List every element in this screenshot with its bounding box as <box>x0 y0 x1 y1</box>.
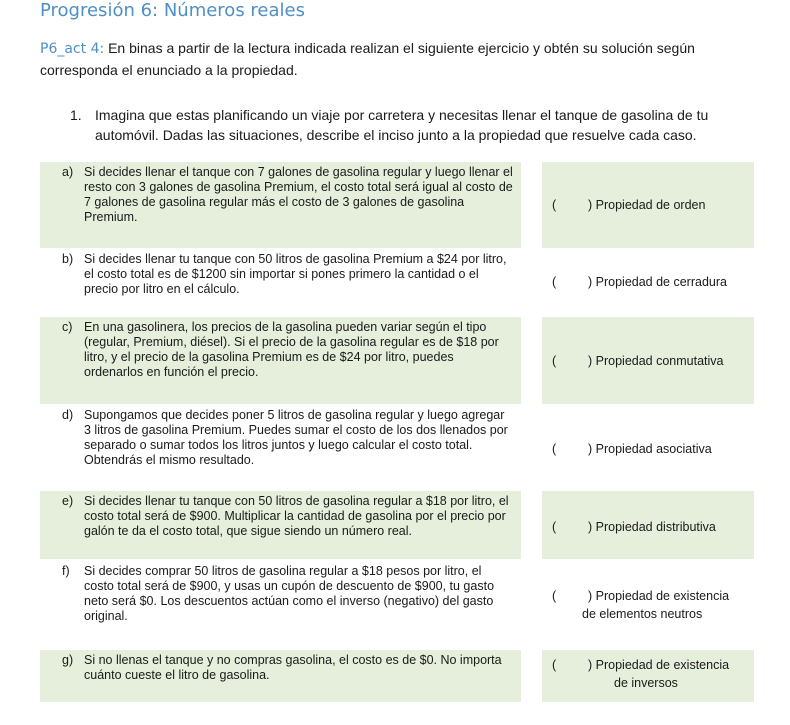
situation-letter: c) <box>62 320 73 334</box>
situation-cell <box>40 162 521 248</box>
page-title: Progresión 6: Números reales <box>40 0 305 21</box>
answer-paren: ( <box>552 442 557 456</box>
situation-cell <box>40 561 521 636</box>
property-label-continued: de inversos <box>614 676 678 690</box>
table-row <box>40 561 754 636</box>
table-row <box>40 650 754 702</box>
answer-paren: ( <box>552 354 557 368</box>
situation-text: Si decides llenar tu tanque con 50 litros de gasolina Premium a $24 por litro, el costo total es de $1200 sin importar si pones primero la cantidad o el precio por litro en el cálculo. <box>84 252 507 296</box>
answer-paren: ( <box>552 658 557 672</box>
situation-cell <box>40 317 521 404</box>
answer-paren: ( <box>552 520 557 534</box>
answer-paren: ( <box>552 275 557 289</box>
property-label: ) Propiedad conmutativa <box>588 354 724 368</box>
property-cell[interactable] <box>542 561 754 636</box>
property-cell[interactable] <box>542 162 754 248</box>
situation-letter: a) <box>62 165 74 179</box>
activity-instructions <box>40 38 760 81</box>
property-label: ) Propiedad distributiva <box>588 520 716 534</box>
table-row <box>40 405 754 490</box>
answer-paren: ( <box>552 198 557 212</box>
table-row <box>40 249 754 316</box>
situation-text: Si decides comprar 50 litros de gasolina regular a $18 pesos por litro, el costo total será de $900, y usas un cupón de descuento de $900, tu gasto neto será $0. Los descuentos actúan como el inverso (negativo) del gasto original. <box>84 564 495 623</box>
answer-paren: ( <box>552 589 557 603</box>
activity-code: P6_act 4: <box>40 41 105 57</box>
situation-text: Supongamos que decides poner 5 litros de gasolina regular y luego agregar 3 litros de gasolina Premium. Puedes sumar el costo de los dos llenados por separado o sumar todos los litros juntos y luego calcular el costo total. Obtendrás el mismo resultado. <box>84 408 508 467</box>
situation-letter: d) <box>62 408 74 422</box>
property-label-continued: de elementos neutros <box>582 607 703 621</box>
property-cell[interactable] <box>542 650 754 702</box>
table-row <box>40 491 754 559</box>
property-label: ) Propiedad asociativa <box>588 442 712 456</box>
situation-text: Si no llenas el tanque y no compras gasolina, el costo es de $0. No importa cuánto cueste el litro de gasolina. <box>84 653 502 682</box>
situation-text: En una gasolinera, los precios de la gasolina pueden variar según el tipo (regular, Premium, diésel). Si el precio de la gasolina regular es de $18 por litro, y el precio de la gasolina Premium es de $24 por litro, puedes ordenarlos en función el precio. <box>84 320 499 379</box>
property-cell[interactable] <box>542 405 754 490</box>
table-row <box>40 317 754 404</box>
situation-letter: b) <box>62 252 74 266</box>
situation-text: Si decides llenar el tanque con 7 galones de gasolina regular y luego llenar el resto con 3 galones de gasolina Premium, el costo total será igual al costo de 7 galones de gasolina regular más el costo de 3 galones de gasolina Premium. <box>84 165 513 224</box>
situation-cell <box>40 249 521 316</box>
activity-text: En binas a partir de la lectura indicada realizan el siguiente ejercicio y obtén su solución según corresponda el enunciado a la propiedad. <box>40 40 695 78</box>
property-cell[interactable] <box>542 249 754 316</box>
property-label: ) Propiedad de existencia <box>588 589 730 603</box>
property-cell[interactable] <box>542 491 754 559</box>
property-label: ) Propiedad de cerradura <box>588 275 727 289</box>
property-label: ) Propiedad de existencia <box>588 658 730 672</box>
question-text: Imagina que estas planificando un viaje por carretera y necesitas llenar el tanque de gasolina de tu automóvil. Dadas las situaciones, describe el inciso junto a la propiedad que resuelve cada caso. <box>95 107 709 143</box>
question-1 <box>70 105 760 145</box>
property-cell[interactable] <box>542 317 754 404</box>
situation-letter: g) <box>62 653 74 667</box>
situation-cell <box>40 491 521 559</box>
situation-cell <box>40 650 521 702</box>
table-row <box>40 162 754 248</box>
situation-text: Si decides llenar tu tanque con 50 litros de gasolina regular a $18 por litro, el costo total será de $900. Multiplicar la cantidad de gasolina por el precio por galón te da el costo total, que sigue siendo un número real. <box>84 494 509 538</box>
situation-cell <box>40 405 521 490</box>
question-number: 1. <box>70 107 82 123</box>
property-label: ) Propiedad de orden <box>588 198 706 212</box>
situation-letter: e) <box>62 494 74 508</box>
situation-letter: f) <box>62 564 70 578</box>
